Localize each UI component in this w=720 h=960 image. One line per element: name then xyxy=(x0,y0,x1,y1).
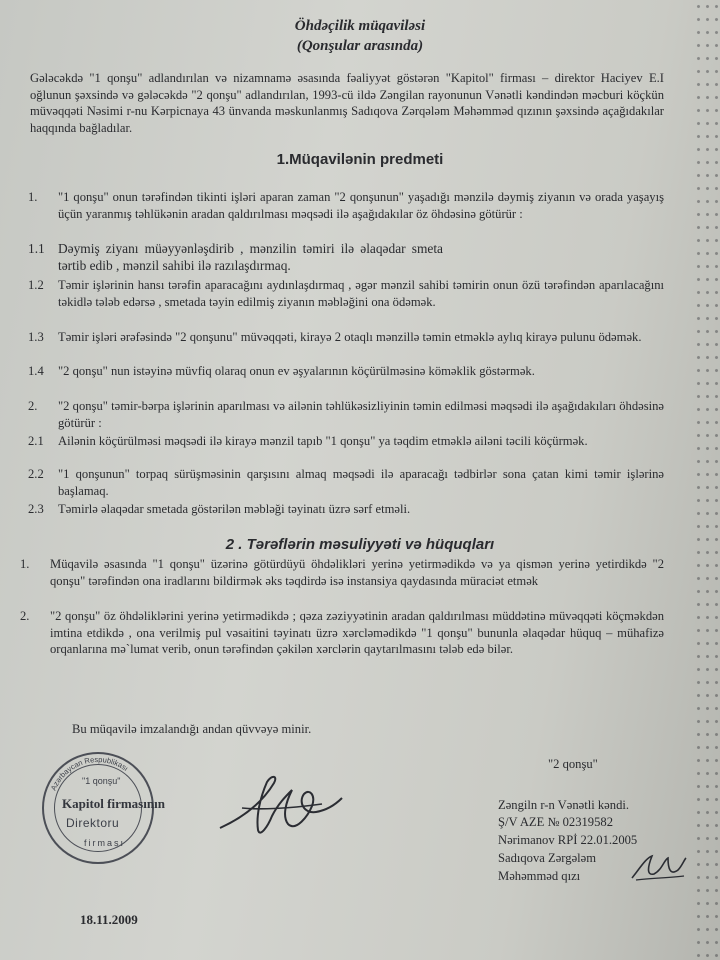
item-number: 2. xyxy=(28,399,38,413)
stamp-line-4: firması xyxy=(84,838,125,848)
item-text: Ailənin köçürülməsi məqsədi ilə kirayə mənzil tapıb "1 qonşu" ya təqdim etməklə ailəni təcili köçürmək. xyxy=(58,434,588,448)
item-text: Təmir işlərinin hansı tərəfin aparacağını aydınlaşdırmaq , əgər mənzil sahibi təmirin onun özü tərəfindən aparılacağını təkidlə tələb edərsə , smetada təyin edilmiş ziyanın məbləğini ona ödəmək. xyxy=(58,278,664,309)
patronymic-line: Məhəmməd qızı xyxy=(498,869,581,883)
item-1-4 xyxy=(28,363,664,380)
item-number: 1.3 xyxy=(28,330,44,344)
item-number: 1. xyxy=(28,190,38,204)
section-1-paragraph-2 xyxy=(28,398,664,431)
stamp-line-3: Direktoru xyxy=(66,816,120,830)
item-number: 2.3 xyxy=(28,502,44,516)
id-card-line: Ş/V AZE № 02319582 xyxy=(498,815,613,829)
item-number: 1.1 xyxy=(28,241,45,256)
section-2-paragraph-1 xyxy=(20,556,664,589)
section-2-heading: 2 . Tərəflərin məsuliyyəti və hüquqları xyxy=(225,536,495,553)
stamp-line-1: "1 qonşu" xyxy=(82,776,121,786)
item-2-2 xyxy=(28,466,664,499)
section-1-paragraph-1 xyxy=(28,189,664,222)
section-1-heading: 1.Müqavilənin predmeti xyxy=(276,151,444,168)
item-text: "2 qonşu" öz öhdəliklərini yerinə yetirmədikdə ; qəza zəziyyətinin aradan qaldırılması müddətinə müvəqqəti köçməkdən imtina etdikdə , ona verilmiş pul vəsaitini təyinatı üzrə xərcləmədikdə "1 qonşu" bununla əlaqədar hüquq – mühafizə orqanlarına mə`lumat verib, onun tərəfindən çəkilən xərclərin qaytarılmasını tələb edə bilər. xyxy=(50,609,664,657)
item-text: Təmir işləri ərəfəsində "2 qonşunu" müvəqqəti, kirayə 2 otaqlı mənzillə təmin etməklə aylıq kirayə pulunu ödəmək. xyxy=(58,330,642,344)
item-text: "2 qonşu" nun istəyinə müvfiq olaraq onun ev əşyalarının köçürülməsinə köməklik göstərmək. xyxy=(58,364,535,378)
neighbor-2-label: "2 qonşu" xyxy=(548,757,598,771)
issue-line: Nərimanov RPİ 22.01.2005 xyxy=(498,833,638,847)
item-1-1 xyxy=(28,241,443,274)
closing-sentence: Bu müqavilə imzalandığı andan qüvvəyə minir. xyxy=(72,722,312,736)
item-text: "1 qonşunun" torpaq sürüşməsinin qarşısını almaq məqsədi ilə aparacağı tədbirlər sona çatan kimi təmir işlərinə başlamaq. xyxy=(58,467,664,498)
item-number: 2. xyxy=(20,609,30,623)
item-text: Dəymiş ziyanı müəyyənləşdirib , mənzilin təmiri ilə əlaqədar smeta tərtib edib , mənzil sahibi ilə razılaşdırmaq. xyxy=(58,241,443,273)
stamp-line-2: Kapitol firmasının xyxy=(62,796,165,811)
intro-paragraph: Gələcəkdə "1 qonşu" adlandırılan və nizamnamə əsasında fəaliyyət göstərən "Kapitol" firması – direktor Haciyev E.I oğlunun şəxsində və gələcəkdə "2 qonşu" adlandırılan, 1993-cü ildə Zəngilan rayonunun Vənətli kəndindən məcburi köçkün müvəqqəti Nəsimi r-nu Kərpicnaya 43 ünvanda məskunlanmış Sadıqova Zərqələm Məhəmməd qızının şəxsində açağıdakılar haqqında bağladılar. xyxy=(30,71,664,135)
item-1-3 xyxy=(28,329,664,346)
item-number: 1.4 xyxy=(28,364,44,378)
item-text: Müqavilə əsasında "1 qonşu" üzərinə götürdüyü öhdəlikləri yerinə yetirmədikdə və ya qismən yerinə yetirdikdə "2 qonşu" tərəfindən ona iradlarını bildirmək əks təqdirdə isə instansiya qaydasında müraciət etmək xyxy=(50,557,664,588)
item-2-3 xyxy=(28,501,664,518)
document-subtitle: (Qonşular arasında) xyxy=(296,38,424,54)
stamp-ring-text: Azərbaycan Respublikası xyxy=(48,754,130,792)
document-date: 18.11.2009 xyxy=(80,912,138,927)
item-text: "2 qonşu" təmir-bərpa işlərinin aparılması və ailənin təhlükəsizliyinin təmin edilməsi məqsədi ilə aşağıdakıları öhdəsinə götürür : xyxy=(58,399,664,430)
item-number: 1.2 xyxy=(28,278,44,292)
section-2-paragraph-2 xyxy=(20,608,664,658)
item-number: 2.2 xyxy=(28,467,44,481)
address-line: Zəngiln r-n Vənətli kəndi. xyxy=(498,798,630,812)
name-line: Sadıqova Zərgələm xyxy=(498,851,597,865)
copy-noise-edge xyxy=(694,0,720,960)
item-2-1 xyxy=(28,433,664,450)
item-text: Təmirlə əlaqədar smetada göstərilən məbləği təyinatı üzrə sərf etməli. xyxy=(58,502,411,516)
item-number: 1. xyxy=(20,557,30,571)
small-signature-mark-icon xyxy=(628,848,690,888)
signature-mark-icon xyxy=(212,768,352,846)
item-number: 2.1 xyxy=(28,434,44,448)
document-title: Öhdəçilik müqaviləsi xyxy=(294,18,426,34)
item-1-2 xyxy=(28,277,664,310)
item-text: "1 qonşu" onun tərəfindən tikinti işləri aparan zaman "2 qonşunun" yaşadığı mənzilə dəymiş ziyanın və orada yaşayış üçün yaranmış təhlükənin aradan qaldırılması məqsədi ilə aşağıdakılar öz öhdəsinə götürür : xyxy=(58,190,664,221)
